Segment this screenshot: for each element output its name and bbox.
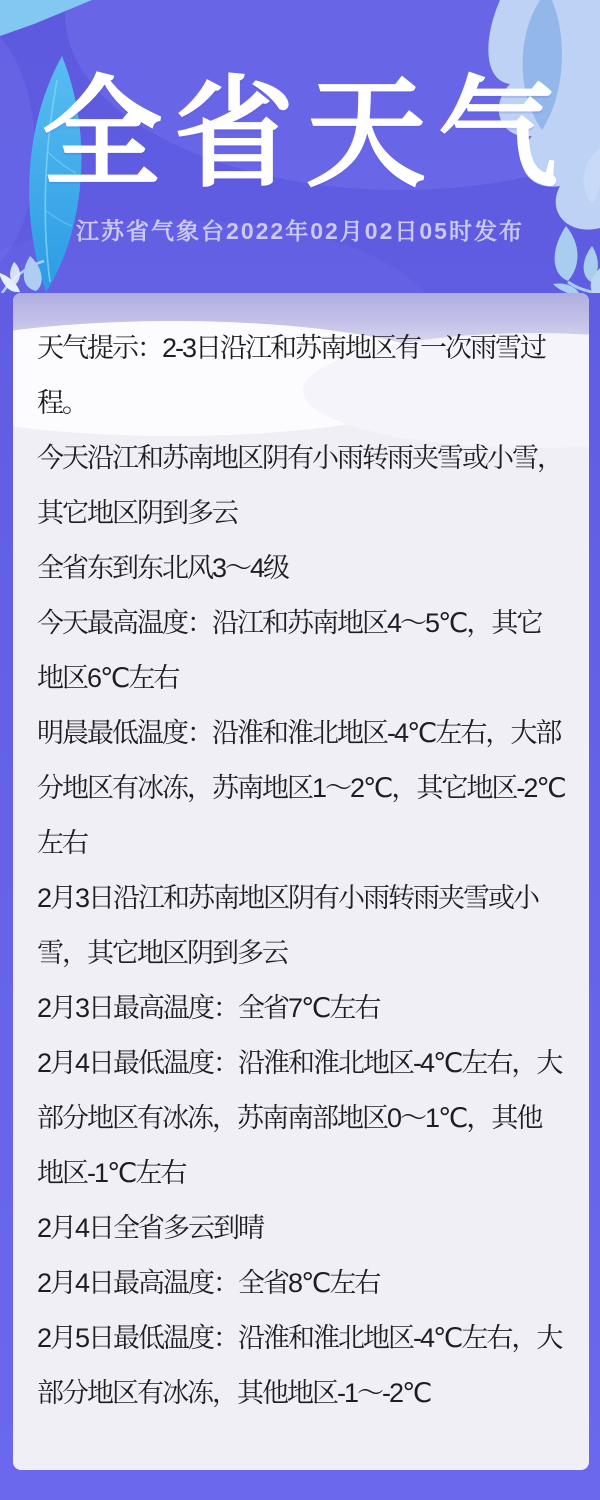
poster-subtitle: 江苏省气象台2022年02月02日05时发布 xyxy=(76,217,524,244)
forecast-paragraph: 全省东到东北风3～4级 xyxy=(37,553,289,583)
forecast-paragraph: 2月4日最低温度：沿淮和淮北地区-4℃左右，大部分地区有冰冻，苏南南部地区0～1℃，其他地区-1℃左右 xyxy=(37,1048,562,1188)
header-text-block xyxy=(0,0,600,246)
forecast-card xyxy=(13,293,589,1470)
forecast-paragraph: 明晨最低温度：沿淮和淮北地区-4℃左右，大部分地区有冰冻，苏南地区1～2℃，其它地区-2℃左右 xyxy=(37,718,565,858)
forecast-paragraph: 今天沿江和苏南地区阴有小雨转雨夹雪或小雪，其它地区阴到多云 xyxy=(37,443,562,528)
forecast-paragraph: 2月5日最低温度：沿淮和淮北地区-4℃左右，大部分地区有冰冻，其他地区-1～-2℃ xyxy=(37,1323,562,1408)
poster-header xyxy=(0,0,600,293)
forecast-paragraph: 2月4日全省多云到晴 xyxy=(37,1213,264,1243)
forecast-text xyxy=(13,293,589,1461)
forecast-paragraph: 今天最高温度：沿江和苏南地区4～5℃，其它地区6℃左右 xyxy=(37,608,542,693)
poster-title: 全省天气 xyxy=(42,67,570,201)
forecast-paragraph: 天气提示：2-3日沿江和苏南地区有一次雨雪过程。 xyxy=(37,333,546,418)
forecast-paragraph: 2月4日最高温度：全省8℃左右 xyxy=(37,1268,380,1298)
forecast-paragraph: 2月3日沿江和苏南地区阴有小雨转雨夹雪或小雪，其它地区阴到多云 xyxy=(37,883,539,968)
forecast-paragraph: 2月3日最高温度：全省7℃左右 xyxy=(37,993,380,1023)
